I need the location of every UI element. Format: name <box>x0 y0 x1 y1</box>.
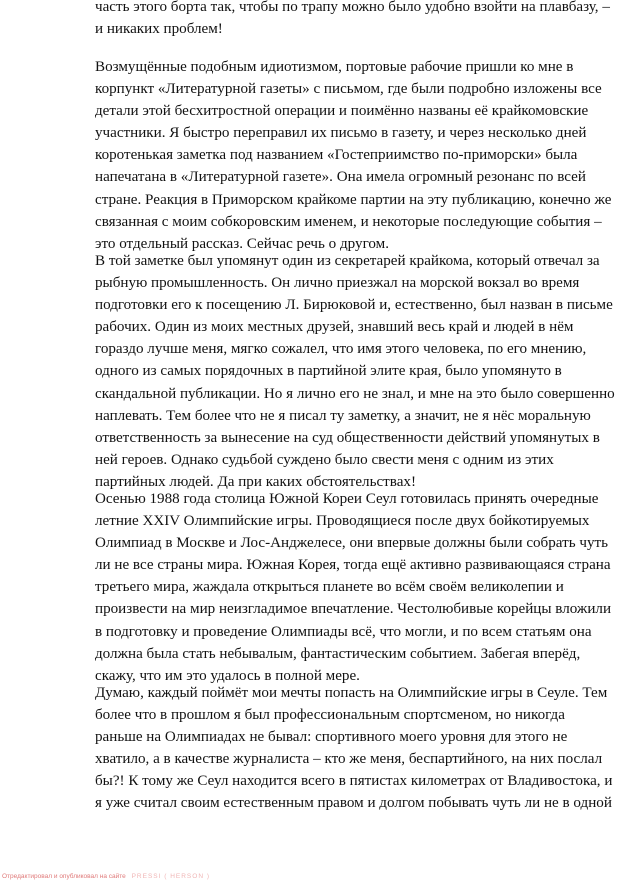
paragraph-5 <box>95 682 620 815</box>
text-line: напечатана в «Литературной газете». Она имела огромный резонанс по всей <box>95 169 586 186</box>
text-line: Олимпиад в Москве и Лос-Анджелесе, они впервые должны были собрать чуть <box>95 535 608 552</box>
text-line: летние XXIV Олимпийские игры. Проводящиеся после двух бойкотируемых <box>95 513 590 530</box>
paragraph-4 <box>95 488 620 687</box>
paragraph-3 <box>95 250 620 493</box>
paragraph-2 <box>95 56 620 255</box>
text-line: и никаких проблем! <box>95 21 223 38</box>
text-line: рабочих. Один из моих местных друзей, знавший весь край и людей в нём <box>95 319 574 336</box>
watermark-label: Отредактировал и опубликовал на сайте <box>2 873 126 880</box>
text-line: корпункт «Литературной газеты» с письмом, где были подробно изложены все <box>95 81 602 98</box>
text-line: хватило, а в качестве журналиста – кто же меня, беспартийного, на них послал <box>95 751 603 768</box>
paragraph-1 <box>95 0 620 40</box>
text-line: скажу, что им это удалось в полной мере. <box>95 667 360 684</box>
text-line: участники. Я быстро переправил их письмо в газету, и через несколько дней <box>95 125 587 142</box>
text-line: должна была стать небывалым, фантастическим событием. Забегая вперёд, <box>95 645 581 662</box>
text-line: детали этой бесхитростной операции и поимённо названы её крайкомовские <box>95 103 589 120</box>
text-line: рыбную промышленность. Он лично приезжал на морской вокзал во время <box>95 275 580 292</box>
text-line: ней героев. Однако судьбой суждено было свести меня с одним из этих <box>95 451 554 468</box>
text-line: Осенью 1988 года столица Южной Кореи Сеул готовилась принять очередные <box>95 491 599 507</box>
text-line: стране. Реакция в Приморском крайкоме партии на эту публикацию, конечно же <box>95 191 612 208</box>
text-line: гораздо лучше меня, мягко сожалел, что имя этого человека, по его мнению, <box>95 341 587 358</box>
text-line: ли не все страны мира. Южная Корея, тогда ещё активно развивающаяся страна <box>95 557 611 574</box>
text-line: бы?! К тому же Сеул находится всего в пятистах километрах от Владивостока, и <box>95 773 613 790</box>
text-line: одного из самых порядочных в партийной элите края, было упомянуто в <box>95 363 562 380</box>
text-line: я уже считал своим естественным правом и долгом побывать чуть ли не в одной <box>95 795 612 812</box>
text-line: подготовки его к посещению Л. Бирюковой и, естественно, был назван в письме <box>95 297 613 314</box>
text-line: скандальной публикации. Но я лично его не знал, и мне на это было совершенно <box>95 385 615 402</box>
watermark-site: PRESSI ( HERSON ) <box>131 873 210 880</box>
text-line: более что в прошлом я был профессиональным спортсменом, но никогда <box>95 707 565 724</box>
text-line: это отдельный рассказ. Сейчас речь о другом. <box>95 235 389 252</box>
text-line: часть этого борта так, чтобы по трапу можно было удобно взойти на плавбазу, – <box>95 0 610 15</box>
publisher-watermark <box>2 873 210 881</box>
text-line: партийных людей. Да при каких обстоятельствах! <box>95 473 416 490</box>
text-line: произвести на мир неизгладимое впечатление. Честолюбивые корейцы вложили <box>95 601 612 618</box>
text-line: связанная с моим собкоровским именем, и некоторые последующие события – <box>95 213 602 230</box>
text-line: Думаю, каждый поймёт мои мечты попасть на Олимпийские игры в Сеуле. Тем <box>95 685 608 701</box>
text-line: Возмущённые подобным идиотизмом, портовые рабочие пришли ко мне в <box>95 59 574 75</box>
text-line: В той заметке был упомянут один из секретарей крайкома, который отвечал за <box>95 253 600 269</box>
text-line: ответственность за вынесение на суд общественности действий упомянутых в <box>95 429 600 446</box>
text-line: в подготовку и проведение Олимпиады всё, что могли, и по всем статьям она <box>95 623 592 640</box>
text-line: наплевать. Тем более что не я писал ту заметку, а значит, не я нёс моральную <box>95 407 591 424</box>
text-line: раньше на Олимпиадах не бывал: спортивного моего уровня для этого не <box>95 729 568 746</box>
text-line: коротенькая заметка под названием «Гостеприимство по-приморски» была <box>95 147 578 164</box>
text-line: третьего мира, жаждала открыться планете во всём своём великолепии и <box>95 579 564 596</box>
